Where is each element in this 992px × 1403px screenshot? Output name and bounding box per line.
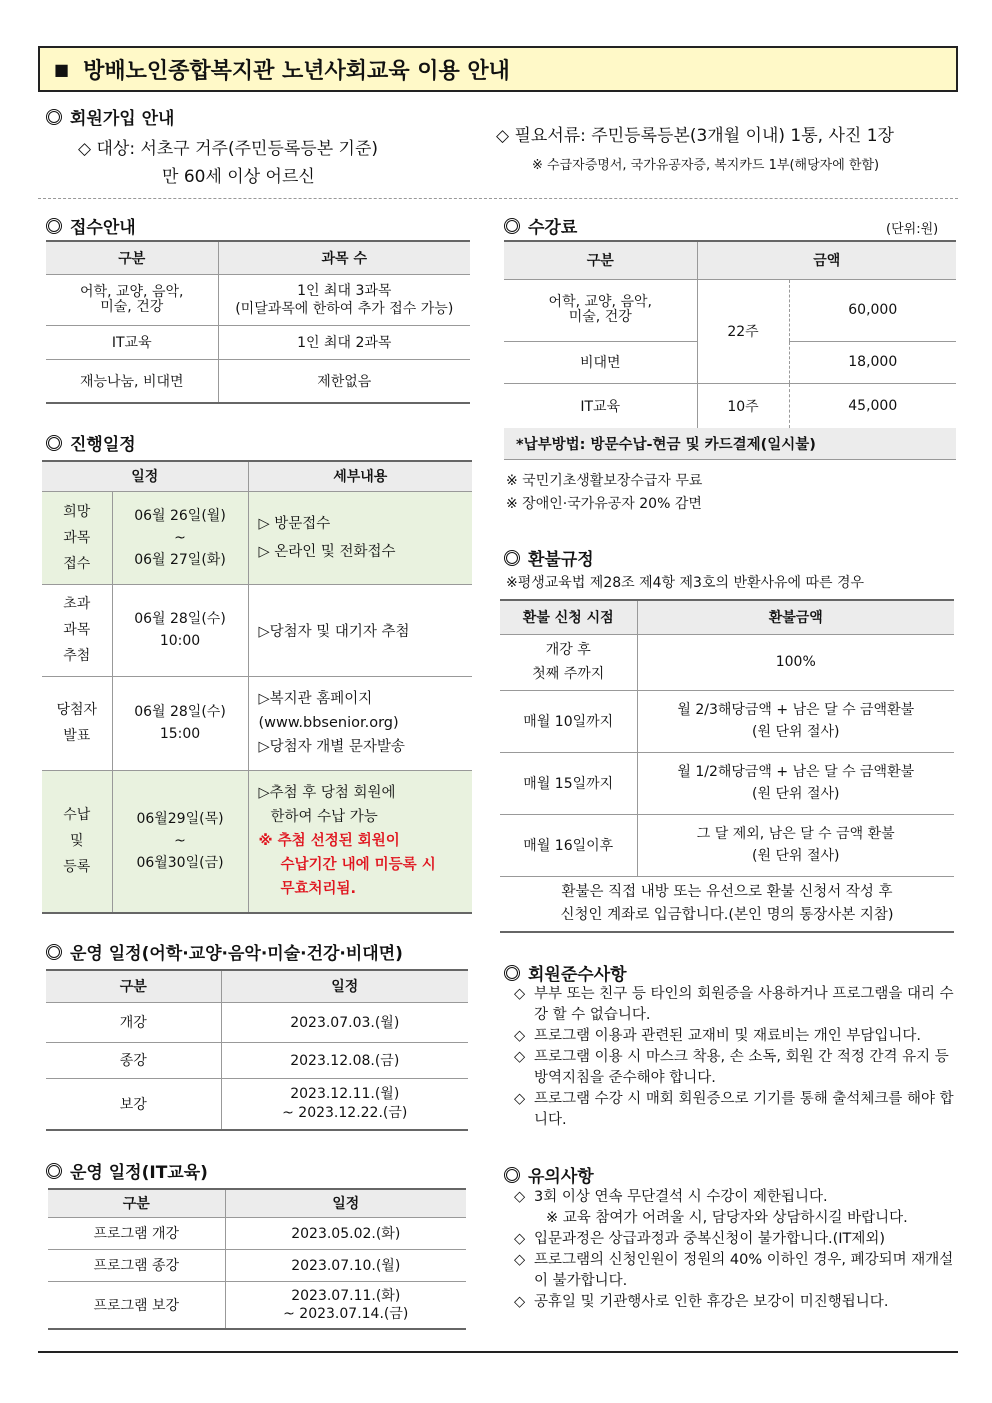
fee-heading: 수강료	[504, 213, 577, 238]
caution-heading: 유의사항	[504, 1162, 594, 1187]
refund-row-timing: 매월 10일까지	[500, 690, 637, 752]
rules-item: ◇ 프로그램 이용 시 마스크 착용, 손 소독, 회원 간 적정 간격 유지 등 방역지침을 준수해야 합니다.	[514, 1047, 954, 1089]
rules-list	[514, 984, 954, 1131]
schedule-stage: 초과 과목 추첨	[42, 584, 112, 676]
rules-item: ◇ 프로그램 이용과 관련된 교재비 및 재료비는 개인 부담입니다.	[514, 1026, 954, 1047]
square-bullet-icon: ■	[54, 59, 70, 79]
membership-docs: ◇ 필요서류: 주민등록등본(3개월 이내) 1통, 사진 1장	[496, 126, 894, 146]
schedule-detail	[248, 491, 472, 584]
caution-item: ◇ 3회 이상 연속 무단결석 시 수강이 제한됩니다.	[514, 1187, 954, 1208]
membership-target: ◇ 대상: 서초구 거주(주민등록등본 기준)	[78, 139, 379, 159]
reception-row-count: 제한없음	[317, 373, 372, 390]
double-circle-icon	[504, 965, 520, 981]
footer-divider	[38, 1351, 958, 1353]
reception-table	[46, 240, 470, 404]
double-circle-icon	[504, 550, 520, 566]
reception-row-category: IT교육	[46, 325, 218, 359]
fee-row-category: 비대면	[504, 341, 697, 383]
ops-general-row-category: 종강	[46, 1042, 221, 1078]
refund-header-timing: 환불 신청 시점	[500, 600, 637, 634]
refund-row-timing: 매월 15일까지	[500, 752, 637, 814]
schedule-date: 06월 28일(수) 10:00	[112, 584, 248, 676]
rules-item: ◇ 부부 또는 친구 등 타인의 회원증을 사용하거나 프로그램을 대리 수강 할 수 없습니다.	[514, 984, 954, 1026]
fee-header-amount: 금액	[697, 241, 956, 279]
reception-row-count: 1인 최대 3과목 (미달과목에 한하여 추가 접수 가능)	[218, 274, 470, 325]
refund-subtitle: ※평생교육법 제28조 제4항 제3호의 반환사유에 따른 경우	[506, 575, 865, 591]
rules-item: ◇ 프로그램 수강 시 매회 회원증으로 기기를 통해 출석체크를 해야 합니다.	[514, 1089, 954, 1131]
ops-it-table	[48, 1188, 466, 1330]
fee-row-weeks: 22주	[697, 279, 789, 383]
ops-general-table	[46, 969, 468, 1131]
ops-general-row-date: 2023.12.08.(금)	[221, 1042, 468, 1078]
reception-row-count: 1인 최대 2과목	[218, 325, 470, 359]
ops-it-header-category: 구분	[48, 1189, 225, 1217]
schedule-date: 06월 26일(월) ~ 06월 27일(화)	[112, 491, 248, 584]
caution-item: ◇ 공휴일 및 기관행사로 인한 휴강은 보강이 미진행됩니다.	[514, 1292, 954, 1313]
double-circle-icon	[46, 944, 62, 960]
fee-row-category: 어학, 교양, 음악, 미술, 건강	[504, 279, 697, 341]
caution-item: ◇ 프로그램의 신청인원이 정원의 40% 이하인 경우, 폐강되며 재개설이 불가합니다.	[514, 1250, 954, 1292]
fee-note-free: ※ 국민기초생활보장수급자 무료	[506, 473, 703, 489]
refund-table	[500, 599, 954, 933]
double-circle-icon	[504, 1167, 520, 1183]
schedule-detail-line: ▷당첨자 및 대기자 추첨	[258, 623, 410, 640]
ops-it-row-date: 2023.07.11.(화) ~ 2023.07.14.(금)	[283, 1287, 409, 1322]
schedule-date: 06월29일(목) ~ 06월30일(금)	[112, 770, 248, 913]
fee-row-amount: 18,000	[789, 341, 956, 383]
ops-it-row-date: 2023.07.10.(월)	[225, 1249, 466, 1281]
ops-it-row-category: 프로그램 개강	[48, 1217, 225, 1249]
schedule-date: 06월 28일(수) 15:00	[112, 676, 248, 770]
schedule-warning-line: 무효처리됨.	[280, 881, 357, 898]
schedule-detail	[248, 676, 472, 770]
refund-row-amount: 월 2/3해당금액 + 남은 달 수 금액환불 (원 단위 절사)	[637, 690, 954, 752]
membership-docs-note: ※ 수급자증명서, 국가유공자증, 복지카드 1부(해당자에 한함)	[532, 158, 880, 173]
ops-it-heading: 운영 일정(IT교육)	[46, 1158, 208, 1183]
rules-heading: 회원준수사항	[504, 960, 627, 985]
refund-header-amount: 환불금액	[637, 600, 954, 634]
schedule-warning-line: ※ 추첨 선정된 회원이	[258, 833, 400, 850]
ops-general-row-category: 개강	[46, 1002, 221, 1042]
refund-row-amount: 월 1/2해당금액 + 남은 달 수 금액환불 (원 단위 절사)	[637, 752, 954, 814]
diamond-bullet-icon: ◇	[514, 1189, 526, 1205]
schedule-warning-line: 수납기간 내에 미등록 시	[280, 857, 436, 874]
page-title: 방배노인종합복지관 노년사회교육 이용 안내	[83, 58, 510, 84]
ops-general-header-category: 구분	[46, 970, 221, 1002]
fee-table	[504, 240, 956, 430]
schedule-detail-line: ▷ 온라인 및 전화접수	[258, 543, 396, 560]
schedule-detail-line: ▷당첨자 개별 문자발송	[258, 739, 405, 755]
section-divider	[38, 198, 958, 199]
fee-note-discount: ※ 장애인·국가유공자 20% 감면	[506, 496, 702, 512]
refund-row-amount: 그 달 제외, 남은 달 수 금액 환불 (원 단위 절사)	[637, 814, 954, 876]
fee-header-category: 구분	[504, 241, 697, 279]
ops-general-heading: 운영 일정(어학·교양·음악·미술·건강·비대면)	[46, 939, 403, 964]
reception-row-category: 어학, 교양, 음악, 미술, 건강	[46, 274, 218, 325]
schedule-header-date: 일정	[42, 461, 248, 491]
schedule-stage: 당첨자 발표	[42, 676, 112, 770]
refund-heading: 환불규정	[504, 545, 594, 570]
fee-row-amount: 60,000	[789, 279, 956, 341]
caution-list	[514, 1187, 954, 1313]
reception-header-count: 과목 수	[218, 241, 470, 274]
fee-row-weeks: 10주	[697, 383, 789, 429]
ops-it-row-date: 2023.05.02.(화)	[225, 1217, 466, 1249]
schedule-detail-line: ▷추첨 후 당첨 회원에	[258, 785, 396, 802]
schedule-detail	[248, 770, 472, 913]
schedule-header-detail: 세부내용	[248, 461, 472, 491]
double-circle-icon	[46, 109, 62, 125]
schedule-stage: 수납 및 등록	[42, 770, 112, 913]
reception-row-category: 재능나눔, 비대면	[46, 359, 218, 403]
ops-it-row-category: 프로그램 종강	[48, 1249, 225, 1281]
refund-row-timing: 개강 후 첫째 주까지	[500, 634, 637, 690]
schedule-detail-line: (www.bbsenior.org)	[258, 715, 399, 731]
schedule-detail-line: 한하여 수납 가능	[270, 809, 378, 826]
membership-target-age: 만 60세 이상 어르신	[162, 167, 315, 187]
double-circle-icon	[46, 218, 62, 234]
caution-item: ◇ 입문과정은 상급과정과 중복신청이 불가합니다.(IT제외)	[514, 1229, 954, 1250]
schedule-heading: 진행일정	[46, 430, 136, 455]
ops-general-row-category: 보강	[46, 1078, 221, 1130]
ops-general-header-date: 일정	[221, 970, 468, 1002]
diamond-bullet-icon: ◇	[514, 986, 526, 1002]
double-circle-icon	[46, 1163, 62, 1179]
diamond-bullet-icon: ◇	[514, 1028, 526, 1044]
diamond-bullet-icon: ◇	[514, 1091, 526, 1107]
schedule-detail-line: ▷복지관 홈페이지	[258, 691, 373, 707]
page-title-box	[38, 46, 958, 92]
schedule-detail-line: ▷ 방문접수	[258, 515, 331, 532]
fee-row-category: IT교육	[504, 383, 697, 429]
refund-row-timing: 매월 16일이후	[500, 814, 637, 876]
ops-general-row-date: 2023.12.11.(월) ~ 2023.12.22.(금)	[282, 1085, 408, 1121]
reception-heading: 접수안내	[46, 213, 136, 238]
ops-general-row-date: 2023.07.03.(월)	[221, 1002, 468, 1042]
reception-header-category: 구분	[46, 241, 218, 274]
schedule-detail	[248, 584, 472, 676]
schedule-stage: 희망 과목 접수	[42, 491, 112, 584]
diamond-bullet-icon: ◇	[514, 1231, 526, 1247]
fee-row-amount: 45,000	[848, 397, 898, 414]
ops-it-row-category: 프로그램 보강	[48, 1281, 225, 1329]
caution-note: ※ 교육 참여가 어려울 시, 담당자와 상담하시길 바랍니다.	[546, 1210, 908, 1226]
diamond-bullet-icon: ◇	[514, 1252, 526, 1268]
ops-it-header-date: 일정	[225, 1189, 466, 1217]
refund-row-amount: 100%	[637, 634, 954, 690]
diamond-bullet-icon: ◇	[514, 1049, 526, 1065]
fee-payment-method: *납부방법: 방문수납-현금 및 카드결제(일시불)	[504, 428, 956, 460]
fee-unit: (단위:원)	[886, 222, 939, 237]
diamond-bullet-icon: ◇	[514, 1294, 526, 1310]
double-circle-icon	[504, 218, 520, 234]
schedule-table	[42, 460, 472, 914]
double-circle-icon	[46, 435, 62, 451]
refund-footer: 환불은 직접 내방 또는 유선으로 환불 신청서 작성 후 신청인 계좌로 입금합니다.(본인 명의 통장사본 지참)	[560, 883, 894, 923]
membership-heading: 회원가입 안내	[46, 104, 174, 129]
